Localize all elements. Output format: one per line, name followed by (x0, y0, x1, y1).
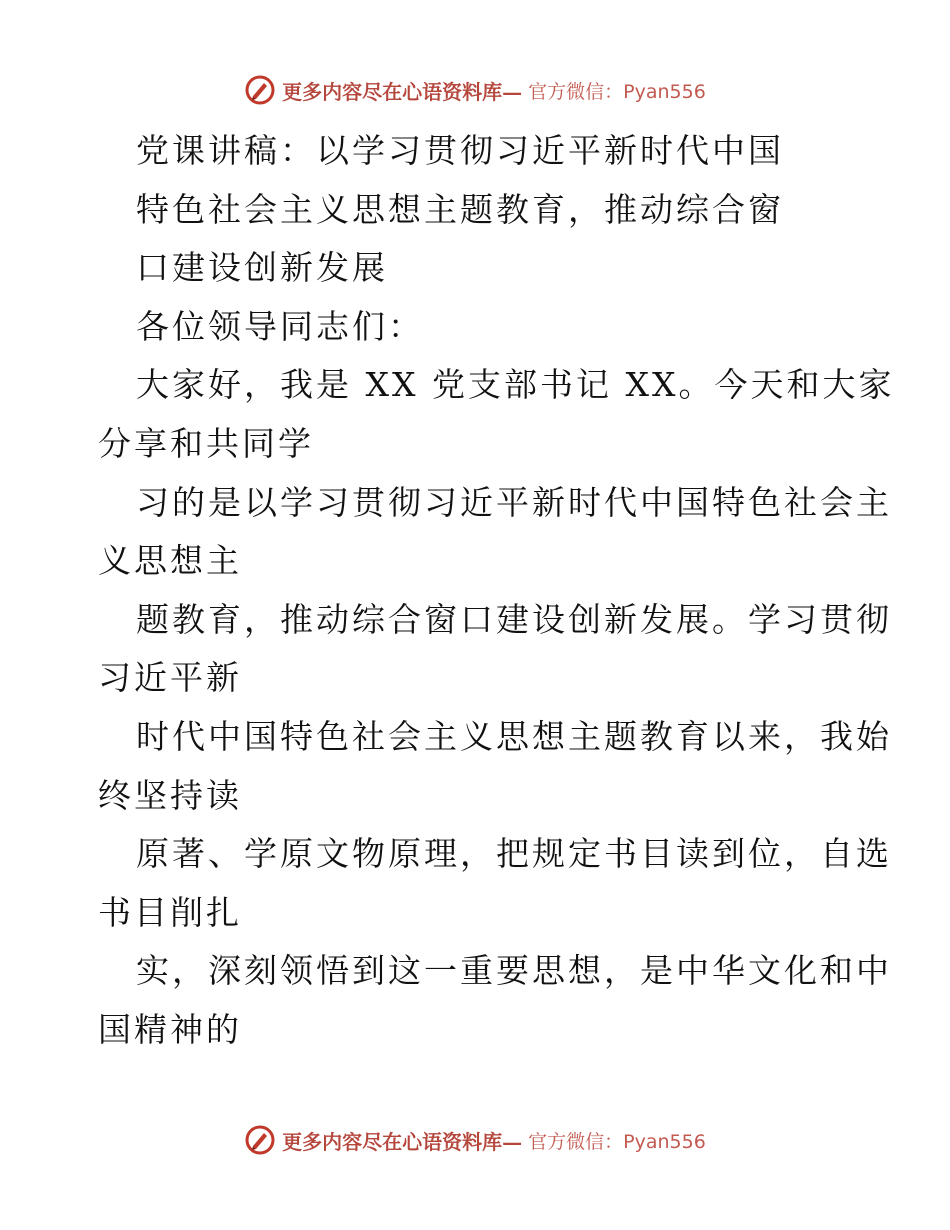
banner-title: 更多内容尽在心语资料库— (282, 79, 523, 104)
text-line: 实，深刻领悟到这一重要思想，是中华文化和中 (136, 951, 892, 991)
text-line: 题教育，推动综合窗口建设创新发展。学习贯彻 (136, 599, 892, 639)
footer-banner (0, 1122, 950, 1158)
text-line: 分享和共同学 (98, 423, 314, 463)
banner-wechat: 官方微信：Pyan556 (528, 1130, 706, 1153)
text-line: 时代中国特色社会主义思想主题教育以来，我始 (136, 716, 892, 756)
text-line: 习的是以学习贯彻习近平新时代中国特色社会主 (136, 482, 892, 522)
text-line: 口建设创新发展 (136, 248, 388, 288)
logo-icon (244, 74, 276, 106)
banner-wechat: 官方微信：Pyan556 (528, 80, 706, 103)
text-line: 原著、学原文物原理，把规定书目读到位，自选 (136, 834, 892, 874)
document-body (98, 122, 895, 1060)
header-banner (0, 72, 950, 108)
text-line: 党课讲稿：以学习贯彻习近平新时代中国 (136, 131, 784, 170)
logo-icon (244, 1124, 276, 1156)
text-line: 书目削扎 (98, 892, 242, 932)
text-line: 各位领导同志们： (136, 306, 424, 346)
text-line: 习近平新 (98, 658, 242, 698)
text-line: 义思想主 (98, 541, 242, 581)
text-line: 特色社会主义思想主题教育，推动综合窗 (136, 189, 784, 229)
banner-title: 更多内容尽在心语资料库— (282, 1129, 523, 1154)
text-line: 大家好，我是 XX 党支部书记 XX。今天和大家 (136, 365, 895, 405)
text-line: 国精神的 (98, 1009, 242, 1049)
text-line: 终坚持读 (98, 775, 242, 815)
